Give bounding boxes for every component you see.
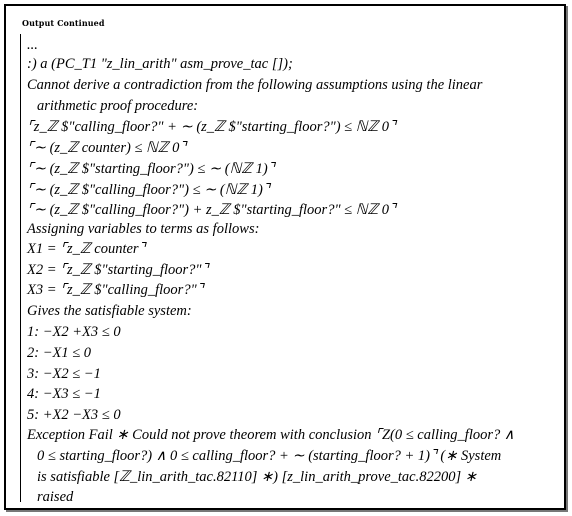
output-panel bbox=[4, 4, 566, 510]
panel-caption: Output Continued bbox=[22, 18, 105, 28]
output-line: 0 ≤ starting_floor?) ∧ 0 ≤ calling_floor? + ∼ (starting_floor? + 1)⌝ (∗ System bbox=[37, 448, 502, 464]
output-line: arithmetic proof procedure: bbox=[37, 98, 199, 114]
output-line: 3: −X2 ≤ −1 bbox=[27, 366, 101, 382]
output-line: 2: −X1 ≤ 0 bbox=[27, 345, 92, 361]
output-line: ⌜∼ (z_ℤ counter) ≤ ℕℤ 0⌝ bbox=[27, 140, 187, 156]
output-line: ⌜∼ (z_ℤ $"starting_floor?") ≤ ∼ (ℕℤ 1)⌝ bbox=[27, 161, 275, 177]
output-line: Assigning variables to terms as follows: bbox=[27, 221, 260, 237]
output-line: :) a (PC_T1 "z_lin_arith" asm_prove_tac []); bbox=[27, 56, 293, 72]
output-line: X1 = ⌜z_ℤ counter⌝ bbox=[27, 241, 146, 257]
output-line: Gives the satisfiable system: bbox=[27, 303, 192, 319]
output-line: 1: −X2 +X3 ≤ 0 bbox=[27, 324, 121, 340]
output-line: 5: +X2 −X3 ≤ 0 bbox=[27, 407, 121, 423]
output-line: Exception Fail ∗ Could not prove theorem with conclusion ⌜Z(0 ≤ calling_floor? ∧ bbox=[27, 427, 515, 443]
output-line: X2 = ⌜z_ℤ $"starting_floor?"⌝ bbox=[27, 262, 209, 278]
output-line: 4: −X3 ≤ −1 bbox=[27, 386, 101, 402]
output-line: is satisfiable [ℤ_lin_arith_tac.82110] ∗) [z_lin_arith_prove_tac.82200] ∗ bbox=[37, 469, 477, 485]
output-text bbox=[20, 34, 561, 505]
output-line: ⌜∼ (z_ℤ $"calling_floor?") + z_ℤ $"starting_floor?" ≤ ℕℤ 0⌝ bbox=[27, 202, 396, 218]
output-line: raised bbox=[37, 489, 74, 505]
output-line: ... bbox=[27, 37, 38, 53]
output-line: ⌜z_ℤ $"calling_floor?" + ∼ (z_ℤ $"starting_floor?") ≤ ℕℤ 0⌝ bbox=[27, 119, 396, 135]
output-line: X3 = ⌜z_ℤ $"calling_floor?"⌝ bbox=[27, 282, 204, 298]
output-line: Cannot derive a contradiction from the following assumptions using the linear bbox=[27, 77, 483, 93]
output-line: ⌜∼ (z_ℤ $"calling_floor?") ≤ ∼ (ℕℤ 1)⌝ bbox=[27, 182, 270, 198]
